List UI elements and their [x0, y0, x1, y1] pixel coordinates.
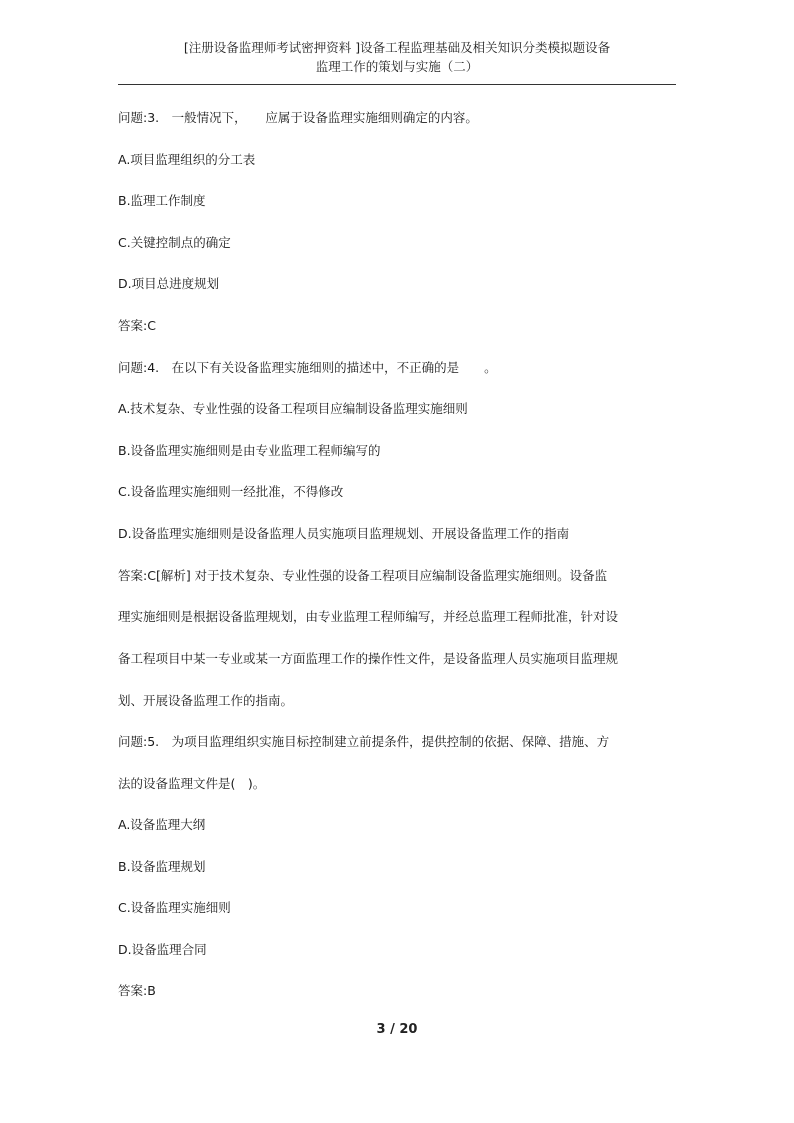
q5-option-d: D.设备监理合同	[118, 941, 207, 957]
header-line-1: [注册设备监理师考试密押资料 ]设备工程监理基础及相关知识分类模拟题设备	[183, 40, 611, 55]
q3-option-d: D.项目总进度规划	[118, 276, 220, 292]
q4-answer-analysis	[118, 555, 676, 721]
q5-option-b: B.设备监理规划	[118, 858, 206, 874]
q5-question-line: 问题:5. 为项目监理组织实施目标控制建立前提条件，提供控制的依据、保障、措施、方	[118, 734, 610, 750]
q4-answer-line: 备工程项目中某一专业或某一方面监理工作的操作性文件，是设备监理人员实施项目监理规	[118, 650, 619, 666]
q5-question-line: 法的设备监理文件是( )。	[118, 775, 266, 791]
page-content	[118, 108, 676, 1023]
question-3: 问题:3. 一般情况下， 应属于设备监理实施细则确定的内容。	[118, 110, 478, 125]
page-header	[118, 38, 676, 76]
header-divider	[118, 84, 676, 85]
q3-answer: 答案:C	[118, 317, 156, 333]
header-line-2: 监理工作的策划与实施（二）	[315, 59, 479, 74]
question-4: 问题:4. 在以下有关设备监理实施细则的描述中，不正确的是 。	[118, 359, 497, 375]
q3-option-b: B.监理工作制度	[118, 193, 206, 209]
q5-option-c: C.设备监理实施细则	[118, 900, 231, 916]
q4-option-c: C.设备监理实施细则一经批准，不得修改	[118, 484, 344, 500]
q4-option-b: B.设备监理实施细则是由专业监理工程师编写的	[118, 442, 381, 458]
q4-option-d: D.设备监理实施细则是设备监理人员实施项目监理规划、开展设备监理工作的指南	[118, 525, 570, 541]
page-number: 3 / 20	[376, 1022, 418, 1037]
q4-answer-line: 理实施细则是根据设备监理规划，由专业监理工程师编写，并经总监理工程师批准，针对设	[118, 609, 619, 625]
q4-answer-line: 划、开展设备监理工作的指南。	[118, 692, 294, 708]
q3-option-a: A.项目监理组织的分工表	[118, 151, 256, 167]
q4-answer-line: 答案:C[解析] 对于技术复杂、专业性强的设备工程项目应编制设备监理实施细则。设备监	[118, 567, 608, 583]
q5-answer: 答案:B	[118, 983, 156, 999]
question-5	[118, 721, 676, 804]
q5-option-a: A.设备监理大纲	[118, 817, 206, 833]
q4-option-a: A.技术复杂、专业性强的设备工程项目应编制设备监理实施细则	[118, 401, 468, 417]
q3-option-c: C.关键控制点的确定	[118, 234, 231, 250]
